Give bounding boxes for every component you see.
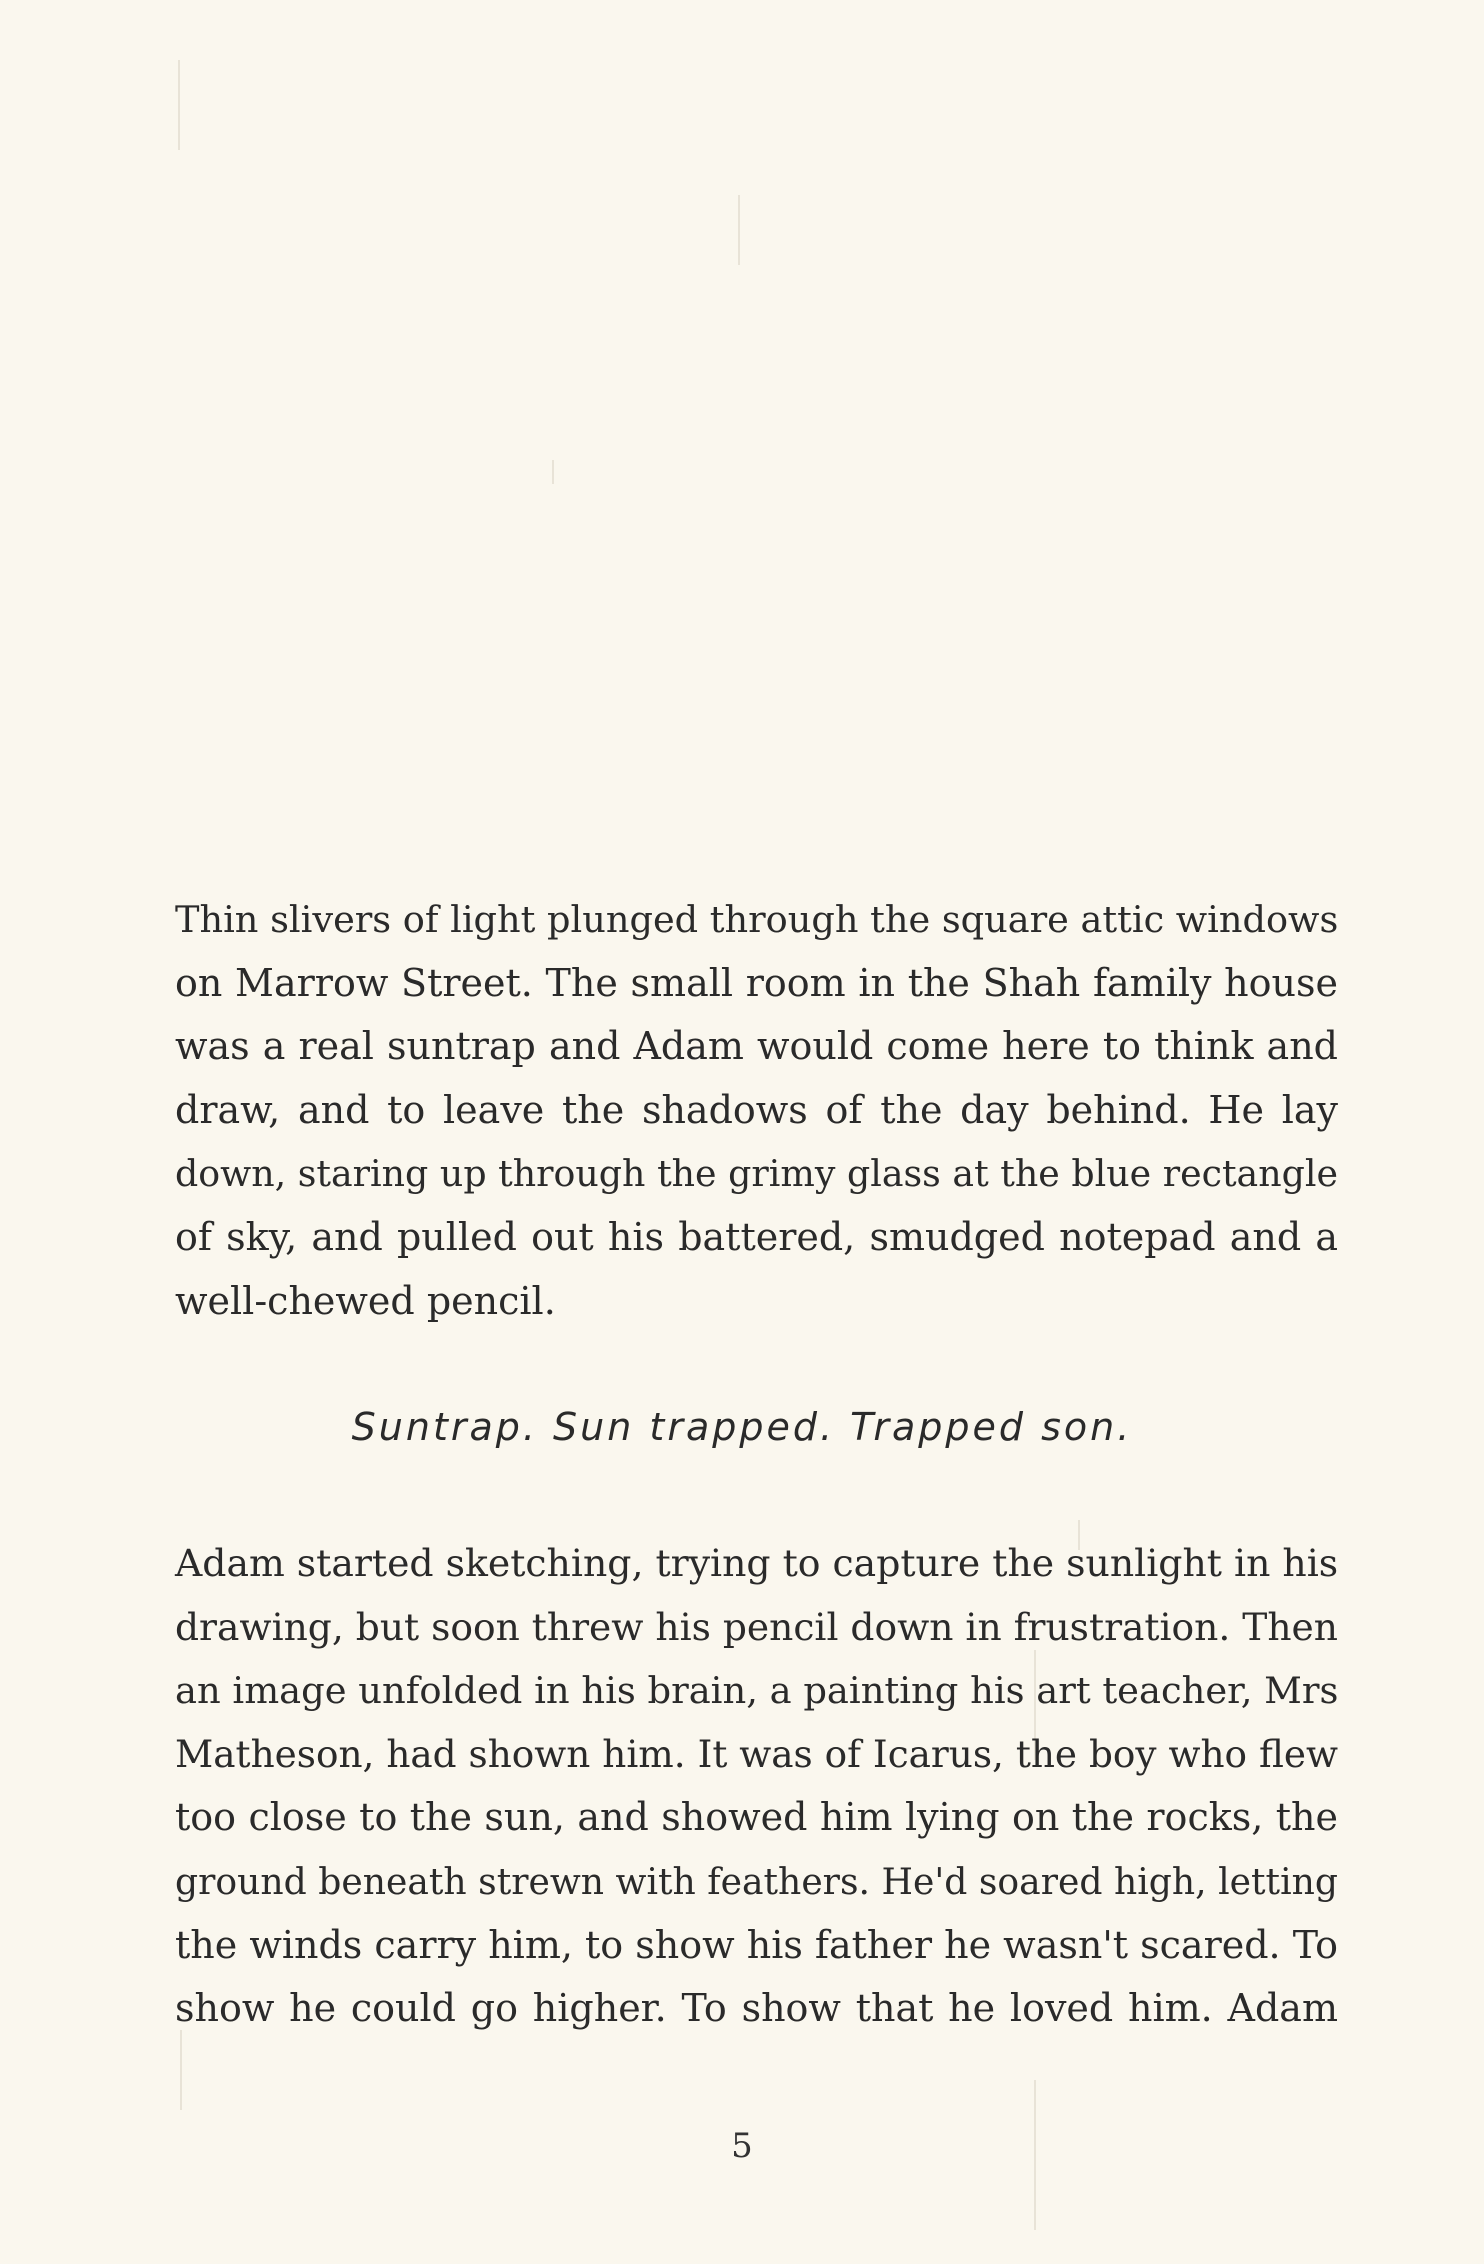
paper-mark bbox=[180, 2030, 182, 2110]
text-line: Adam started sketching, trying to capture the sunlight in his bbox=[175, 1541, 1339, 1585]
paragraph-2 bbox=[175, 1532, 1338, 2041]
text-line: on Marrow Street. The small room in the Shah family house bbox=[175, 960, 1338, 1005]
text-line: of sky, and pulled out his battered, smudged notepad and a bbox=[175, 1214, 1338, 1259]
text-line: drawing, but soon threw his pencil down in frustration. Then bbox=[175, 1604, 1338, 1649]
text-line: down, staring up through the grimy glass at the blue rectangle bbox=[175, 1152, 1338, 1196]
paper-mark bbox=[552, 460, 554, 484]
text-line: Matheson, had shown him. It was of Icarus, the boy who flew bbox=[175, 1731, 1338, 1776]
text-line: draw, and to leave the shadows of the day behind. He lay bbox=[175, 1087, 1338, 1132]
text-line: was a real suntrap and Adam would come here to think and bbox=[175, 1024, 1338, 1069]
text-line: well-chewed pencil. bbox=[175, 1278, 556, 1323]
paper-mark bbox=[178, 60, 180, 150]
text-line: an image unfolded in his brain, a painting his art teacher, Mrs bbox=[175, 1669, 1339, 1713]
paragraph-1 bbox=[175, 888, 1338, 1333]
paper-mark bbox=[738, 195, 740, 265]
text-line: too close to the sun, and showed him lying on the rocks, the bbox=[175, 1795, 1338, 1840]
text-line: the winds carry him, to show his father he wasn't scared. To bbox=[175, 1922, 1338, 1967]
text-line: Thin slivers of light plunged through the square attic windows bbox=[175, 898, 1339, 941]
text-line: ground beneath strewn with feathers. He'd soared high, letting bbox=[175, 1859, 1338, 1903]
page-number: 5 bbox=[731, 2126, 753, 2166]
text-line: show he could go higher. To show that he loved him. Adam bbox=[175, 1986, 1338, 2031]
handwritten-note: Suntrap. Sun trapped. Trapped son. bbox=[351, 1405, 1133, 1449]
